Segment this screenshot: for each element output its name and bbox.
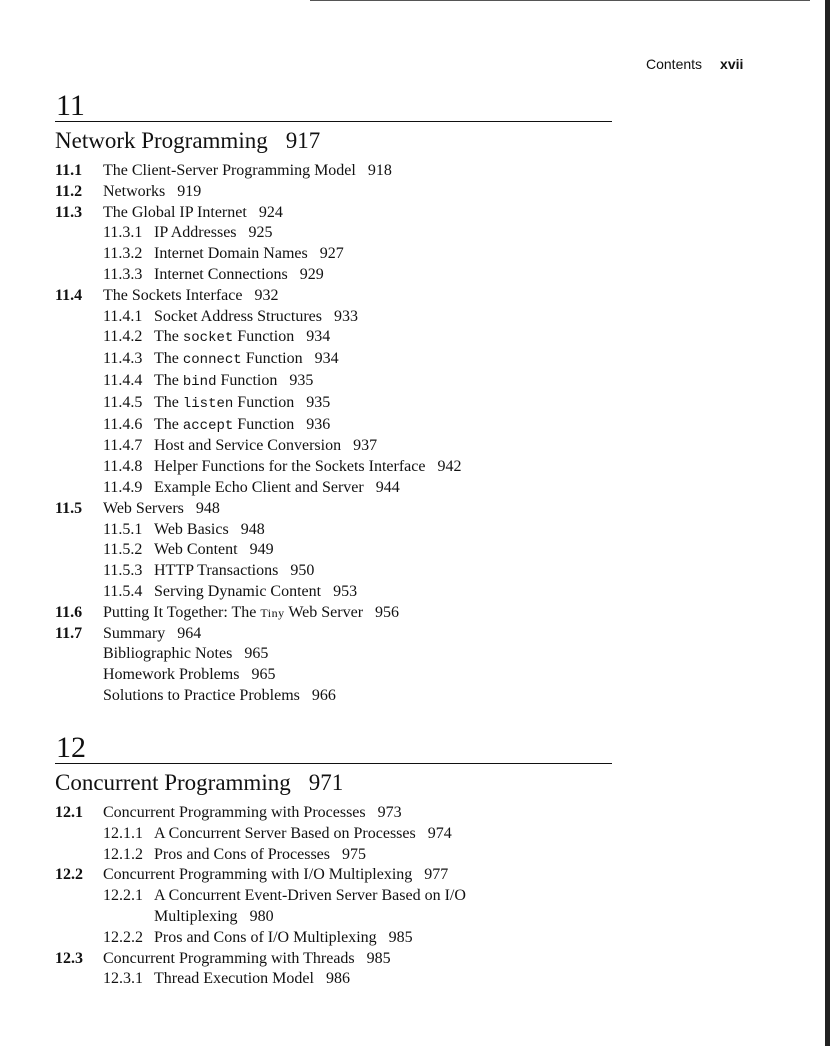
subsection-number: 11.3.3 <box>103 265 143 283</box>
toc-section <box>55 624 612 645</box>
section-number: 11.2 <box>55 182 83 200</box>
running-head <box>646 56 743 72</box>
subsection-number: 12.2.1 <box>103 887 143 905</box>
entry-page-number: 933 <box>333 307 358 325</box>
subsection-number: 11.4.9 <box>103 478 143 496</box>
entry-title: Example Echo Client and Server <box>154 478 364 496</box>
toc-section <box>55 499 612 520</box>
subsection-text <box>154 825 452 842</box>
chapter-page-number: 917 <box>285 128 321 153</box>
section-text <box>103 603 612 624</box>
entry-title: Pros and Cons of Processes <box>154 845 330 863</box>
entry-title-continued: Multiplexing <box>154 907 238 925</box>
chapter-rule <box>55 763 612 764</box>
subsection-text <box>154 416 330 433</box>
entry-page-number: 934 <box>314 350 339 368</box>
entry-page-number: 932 <box>254 286 279 304</box>
entry-page-number: 985 <box>388 928 413 946</box>
chapter-11 <box>55 90 612 707</box>
subsection-number: 11.4.6 <box>103 415 143 433</box>
running-head-page-number: xvii <box>720 56 744 72</box>
toc-section <box>55 603 612 624</box>
entry-title: The Sockets Interface <box>103 286 243 304</box>
entry-title-prefix: The <box>154 371 183 389</box>
subsection-number: 11.3.2 <box>103 245 143 263</box>
entry-page-number: 919 <box>177 182 202 200</box>
entry-title: A Concurrent Server Based on Processes <box>154 824 416 842</box>
toc-subsection <box>55 561 612 582</box>
subsection-number: 11.5.2 <box>103 541 143 559</box>
entry-title: Concurrent Programming with Threads <box>103 949 355 967</box>
section-number: 11.7 <box>55 624 83 642</box>
chapter-title-text: Concurrent Programming <box>55 770 291 795</box>
chapter-number: 11 <box>56 89 85 122</box>
entry-page-number: 924 <box>258 203 283 221</box>
section-number: 11.4 <box>55 286 83 304</box>
toc-section <box>55 286 612 307</box>
entry-title: Serving Dynamic Content <box>154 582 322 600</box>
entry-title: Web Servers <box>103 499 184 517</box>
entry-page-number: 980 <box>249 907 274 925</box>
entry-title: Summary <box>103 624 166 642</box>
subsection-number: 11.5.3 <box>103 562 143 580</box>
entry-title: Internet Connections <box>154 265 288 283</box>
entry-page-number: 973 <box>377 804 402 821</box>
subsection-number: 11.4.3 <box>103 350 143 368</box>
chapter-page-number: 971 <box>308 770 344 795</box>
subsection-text <box>154 846 366 863</box>
chapter-title <box>55 126 612 156</box>
toc-subsection <box>55 244 612 265</box>
toc-section <box>55 865 612 886</box>
toc-subsection <box>55 824 612 845</box>
entry-page-number: 950 <box>290 562 315 580</box>
function-name: connect <box>182 352 242 369</box>
entry-title: Concurrent Programming with Processes <box>103 804 366 821</box>
subsection-number: 11.4.1 <box>103 307 143 325</box>
entry-title-suffix: Function <box>233 328 295 346</box>
toc-section <box>55 161 612 182</box>
subsection-number: 12.1.1 <box>103 824 143 842</box>
entry-page-number: 937 <box>353 437 378 455</box>
entry-page-number: 975 <box>342 845 366 863</box>
entry-title-suffix: Function <box>233 393 295 411</box>
section-text <box>103 499 612 520</box>
subsection-text <box>154 224 273 241</box>
toc-subsection <box>55 265 612 286</box>
page-edge-shadow <box>825 0 830 1046</box>
subsection-text <box>154 541 274 558</box>
subsection-number: 11.3.1 <box>103 224 143 242</box>
chapter-rule <box>55 121 612 122</box>
subsection-text <box>154 562 314 579</box>
subsection-number: 11.4.2 <box>103 328 143 346</box>
entry-page-number: 934 <box>306 328 331 346</box>
toc-subsection <box>55 371 612 393</box>
subsection-number: 12.2.2 <box>103 928 143 946</box>
chapter-number: 12 <box>56 731 86 764</box>
entry-page-number: 948 <box>240 520 265 538</box>
toc-subsection <box>55 415 612 437</box>
subsection-text <box>154 479 400 496</box>
subsection-number: 11.4.8 <box>103 458 143 476</box>
entry-page-number: 974 <box>427 824 452 842</box>
toc-backmatter-item <box>55 665 612 686</box>
entry-title-prefix: Putting It Together: The <box>103 603 261 621</box>
subsection-text <box>154 328 330 345</box>
subsection-text <box>154 308 358 325</box>
entry-page-number: 986 <box>325 970 350 988</box>
toc-subsection <box>55 327 612 349</box>
toc-subsection <box>55 520 612 541</box>
subsection-text <box>154 437 377 454</box>
section-text <box>103 624 612 645</box>
toc-subsection <box>55 582 612 603</box>
entry-page-number: 985 <box>366 949 391 967</box>
entry-page-number: 966 <box>311 686 336 704</box>
entry-page-number: 927 <box>319 245 344 263</box>
entry-title: Internet Domain Names <box>154 245 308 263</box>
toc-subsection-continuation <box>55 907 612 928</box>
entry-title-prefix: The <box>154 393 183 411</box>
function-name: socket <box>182 330 234 347</box>
subsection-number: 11.4.4 <box>103 371 143 389</box>
entry-title: Web Basics <box>154 520 229 538</box>
chapter-title <box>55 768 612 798</box>
entry-title: Concurrent Programming with I/O Multiplexing <box>103 866 413 884</box>
entry-title-suffix: Web Server <box>284 603 364 621</box>
section-text <box>103 803 612 824</box>
subsection-text <box>154 458 461 475</box>
entry-page-number: 949 <box>249 541 274 559</box>
entry-title: Socket Address Structures <box>154 307 322 325</box>
entry-title: Bibliographic Notes <box>103 645 233 663</box>
toc-subsection <box>55 886 612 907</box>
toc-subsection <box>55 307 612 328</box>
entry-page-number: 925 <box>248 224 273 242</box>
entry-title: Solutions to Practice Problems <box>103 686 300 704</box>
entry-title-suffix: Function <box>241 350 303 368</box>
chapter-12 <box>55 732 612 990</box>
entry-title-prefix: The <box>154 328 183 346</box>
toc-subsection <box>55 349 612 371</box>
subsection-number: 12.1.2 <box>103 845 143 863</box>
toc-subsection <box>55 457 612 478</box>
entry-page-number: 965 <box>251 666 276 684</box>
toc-subsection <box>55 393 612 415</box>
section-number: 12.3 <box>55 949 83 967</box>
section-text <box>103 949 612 970</box>
entry-page-number: 944 <box>375 478 400 496</box>
entry-page-number: 936 <box>306 415 331 433</box>
entry-page-number: 929 <box>299 265 324 283</box>
function-name: accept <box>182 417 234 434</box>
toc-section <box>55 949 612 970</box>
toc-subsection <box>55 540 612 561</box>
entry-title: Networks <box>103 182 166 200</box>
function-name: listen <box>182 395 234 412</box>
subsection-number: 11.5.1 <box>103 520 143 538</box>
entry-page-number: 965 <box>244 645 269 663</box>
subsection-text <box>154 394 330 411</box>
entry-page-number: 948 <box>195 499 220 517</box>
section-number: 11.5 <box>55 499 83 517</box>
top-scan-line <box>310 0 810 1</box>
entry-title-prefix: The <box>154 350 183 368</box>
toc-section <box>55 182 612 203</box>
entry-title: Thread Execution Model <box>154 970 314 988</box>
subsection-text <box>154 583 357 600</box>
toc-subsection <box>55 928 612 949</box>
toc-subsection <box>55 845 612 866</box>
toc-subsection <box>55 436 612 457</box>
entry-title: Host and Service Conversion <box>154 437 342 455</box>
entry-title: HTTP Transactions <box>154 562 279 580</box>
subsection-text <box>154 929 413 946</box>
entry-page-number: 953 <box>333 582 358 600</box>
entry-title: The Global IP Internet <box>103 203 247 221</box>
section-text <box>103 203 612 224</box>
toc-subsection <box>55 223 612 244</box>
entry-title-suffix: Function <box>216 371 278 389</box>
entry-page-number: 918 <box>367 162 392 179</box>
section-number: 11.3 <box>55 203 83 221</box>
subsection-text <box>154 970 350 987</box>
entry-title: A Concurrent Event-Driven Server Based on I/O <box>154 887 466 905</box>
chapter-title-text: Network Programming <box>55 128 268 153</box>
section-number: 11.6 <box>55 603 83 621</box>
subsection-number: 11.4.5 <box>103 393 143 411</box>
server-name: Tiny <box>260 605 285 620</box>
toc-section <box>55 803 612 824</box>
subsection-number: 12.3.1 <box>103 970 143 988</box>
toc-subsection <box>55 478 612 499</box>
entry-page-number: 956 <box>375 603 400 621</box>
toc-backmatter-item <box>55 644 612 665</box>
subsection-text <box>154 350 339 367</box>
entry-title-suffix: Function <box>233 415 295 433</box>
function-name: bind <box>182 373 217 390</box>
section-text <box>103 182 612 203</box>
toc-subsection <box>55 969 612 990</box>
running-head-label: Contents <box>646 56 703 72</box>
entry-title-prefix: The <box>154 415 183 433</box>
entry-title: Web Content <box>154 541 238 559</box>
subsection-text <box>154 266 324 283</box>
entry-title: The Client-Server Programming Model <box>103 162 356 179</box>
toc-section <box>55 203 612 224</box>
section-text <box>103 286 612 307</box>
subsection-text <box>154 245 344 262</box>
section-number: 12.1 <box>55 804 83 821</box>
entry-page-number: 964 <box>177 624 202 642</box>
entry-title: IP Addresses <box>154 224 237 242</box>
entry-title: Pros and Cons of I/O Multiplexing <box>154 928 377 946</box>
subsection-text <box>154 372 313 389</box>
section-text <box>103 161 612 182</box>
entry-title: Homework Problems <box>103 666 240 684</box>
entry-page-number: 942 <box>437 458 462 476</box>
subsection-text <box>154 521 265 538</box>
toc-backmatter-item <box>55 686 612 707</box>
entry-page-number: 935 <box>289 371 314 389</box>
section-number: 11.1 <box>55 162 83 179</box>
entry-page-number: 935 <box>306 393 331 411</box>
subsection-text <box>154 887 466 904</box>
subsection-number: 11.5.4 <box>103 582 143 600</box>
subsection-number: 11.4.7 <box>103 437 143 455</box>
section-number: 12.2 <box>55 866 83 884</box>
entry-page-number: 977 <box>424 866 449 884</box>
entry-title: Helper Functions for the Sockets Interface <box>154 458 426 476</box>
section-text <box>103 865 612 886</box>
